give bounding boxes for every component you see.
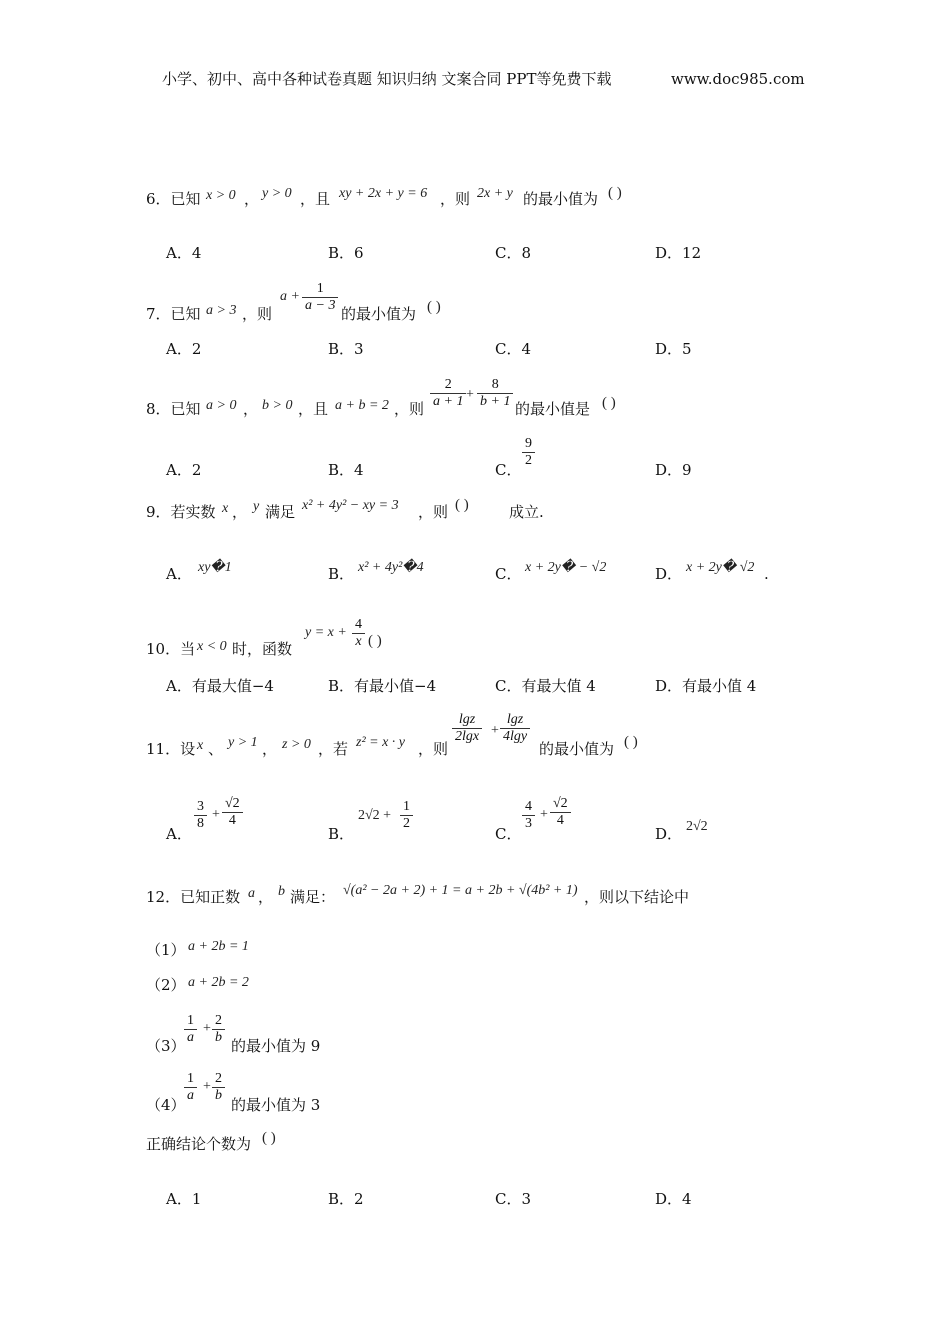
q12-i4-num1: 1: [184, 1071, 197, 1088]
q9-option-d-label: D．: [655, 565, 683, 583]
q7-option-a: A．2: [166, 340, 202, 358]
q8-c-frac-den: 2: [525, 453, 532, 468]
q6-math-1: x > 0: [206, 188, 236, 203]
q6-number: 6．已知: [146, 190, 201, 208]
q8-answer-paren: ( ): [602, 395, 616, 411]
q11-option-a-plus: +: [212, 807, 220, 822]
q9-text-1: ，: [232, 503, 248, 521]
q11-option-a-frac-1: [194, 799, 207, 832]
q8-plus: +: [466, 387, 474, 402]
q12-item-4-plus: +: [203, 1079, 211, 1094]
q7-math-1: a > 3: [206, 303, 237, 318]
q11-option-c-plus: +: [540, 807, 548, 822]
q7-number: 7．已知: [146, 305, 201, 323]
q12-item-4-frac-2: [212, 1071, 225, 1104]
q12-i3-num1: 1: [184, 1013, 197, 1030]
q10-option-a: A．有最大值−4: [166, 677, 274, 695]
q9-math-1: x: [222, 501, 229, 516]
q9-option-b-label: B．: [328, 565, 355, 583]
q11-math-1: x: [197, 738, 204, 753]
q11-text-1: 、: [208, 740, 224, 758]
q12-option-b: B．2: [328, 1190, 364, 1208]
q11-frac1-num: lgz: [452, 712, 482, 729]
q8-math-2: b > 0: [262, 398, 293, 413]
q6-math-4: 2x + y: [477, 186, 513, 201]
q9-text-2: 满足: [265, 503, 296, 521]
q12-item-2-label: （2）: [146, 976, 186, 994]
q9-end-period: .: [764, 565, 769, 583]
header-right: www.doc985.com: [671, 70, 805, 88]
q12-math-2: b: [278, 884, 285, 899]
q7-option-d: D．5: [655, 340, 692, 358]
q9-text-3: ，则: [418, 503, 449, 521]
q7-frac-den: a − 3: [305, 298, 336, 313]
q9-option-a-label: A．: [166, 565, 192, 583]
q11-option-d-label: D．: [655, 825, 683, 843]
q6-text-2: ，且: [300, 190, 331, 208]
q12-text-1: ，: [258, 888, 274, 906]
q11-text-3: ，若: [318, 740, 349, 758]
q10-answer-paren: ( ): [368, 633, 382, 649]
q12-item-2-math: a + 2b = 2: [188, 975, 249, 990]
q8-text-2: ，且: [298, 400, 329, 418]
q7-answer-paren: ( ): [427, 299, 441, 315]
q11-plus: +: [491, 723, 499, 738]
q10-number: 10．当: [146, 640, 196, 658]
q6-text-3: ，则: [440, 190, 471, 208]
q11-option-a-label: A．: [166, 825, 192, 843]
q8-frac2-num: 8: [477, 377, 513, 394]
q11-c-den2: 4: [556, 813, 564, 828]
q9-option-b-math: x² + 4y²�4: [358, 560, 424, 575]
q11-option-c-frac-1: [522, 799, 535, 832]
q11-option-c-frac-2: [550, 796, 571, 829]
q12-item-3-plus: +: [203, 1021, 211, 1036]
q10-option-b: B．有最小值−4: [328, 677, 437, 695]
q12-count-text: 正确结论个数为: [146, 1135, 252, 1153]
q11-fraction-1: [452, 712, 482, 745]
q8-option-c: C．: [495, 461, 522, 479]
header-left: 小学、初中、高中各种试卷真题 知识归纳 文案合同 PPT等免费下载: [162, 70, 612, 88]
q12-i3-den2: b: [215, 1030, 222, 1045]
q11-option-c-label: C．: [495, 825, 522, 843]
q7-option-b: B．3: [328, 340, 364, 358]
q9-math-2: y: [253, 499, 260, 514]
q12-item-3-frac-1: [184, 1013, 197, 1046]
q12-math-1: a: [248, 886, 255, 901]
q12-math-3: √(a² − 2a + 2) + 1 = a + 2b + √(4b² + 1): [343, 883, 578, 898]
q11-frac2-den: 4lgy: [503, 729, 528, 744]
q12-item-4-frac-1: [184, 1071, 197, 1104]
q8-frac1-den: a + 1: [433, 394, 464, 409]
q11-frac1-den: 2lgx: [455, 729, 480, 744]
q8-tail: 的最小值是: [515, 400, 591, 418]
q8-math-3: a + b = 2: [335, 398, 389, 413]
q11-option-b-label: B．: [328, 825, 355, 843]
q12-i3-den1: a: [187, 1030, 194, 1045]
q7-text-1: ，则: [242, 305, 273, 323]
q12-item-3-label: （3）: [146, 1037, 186, 1055]
q6-option-c: C．8: [495, 244, 532, 262]
q10-option-d: D．有最小值 4: [655, 677, 757, 695]
q11-math-2: y > 1: [228, 735, 258, 750]
q6-tail: 的最小值为: [523, 190, 599, 208]
q9-option-c-label: C．: [495, 565, 522, 583]
q10-frac-den: x: [355, 634, 362, 649]
q11-c-num1: 4: [522, 799, 535, 816]
q10-option-c: C．有最大值 4: [495, 677, 596, 695]
q6-option-b: B．6: [328, 244, 364, 262]
q10-fraction: [352, 617, 365, 650]
q12-item-1-math: a + 2b = 1: [188, 939, 249, 954]
q10-text-1: 时，函数: [232, 640, 293, 658]
q9-answer-paren: ( ): [455, 497, 469, 513]
q8-fraction-2: [477, 377, 513, 410]
q11-math-4: z² = x · y: [356, 735, 406, 750]
q12-number: 12．已知正数: [146, 888, 241, 906]
q12-option-d: D．4: [655, 1190, 692, 1208]
q7-tail: 的最小值为: [341, 305, 417, 323]
q8-option-a: A．2: [166, 461, 202, 479]
q11-option-d-math: 2√2: [686, 819, 708, 834]
q10-frac-num: 4: [352, 617, 365, 634]
q9-option-c-math: x + 2y� − √2: [525, 560, 607, 575]
q10-expr-pre: y = x +: [305, 625, 347, 640]
q9-tail: 成立.: [509, 503, 544, 521]
q12-i3-num2: 2: [212, 1013, 225, 1030]
q12-option-c: C．3: [495, 1190, 532, 1208]
q8-option-c-fraction: [522, 436, 535, 469]
q9-number: 9．若实数: [146, 503, 216, 521]
q12-item-4-tail: 的最小值为 3: [231, 1096, 321, 1114]
q12-answer-paren: ( ): [262, 1130, 276, 1146]
q11-tail: 的最小值为: [539, 740, 615, 758]
q12-option-a: A．1: [166, 1190, 202, 1208]
q8-text-3: ，则: [394, 400, 425, 418]
q12-text-3: ，则以下结论中: [584, 888, 690, 906]
q11-a-den2: 4: [228, 813, 236, 828]
q7-fraction: [302, 281, 338, 314]
q11-fraction-2: [500, 712, 530, 745]
q9-option-d-math: x + 2y� √2: [686, 560, 755, 575]
q6-answer-paren: ( ): [608, 185, 622, 201]
q11-math-3: z > 0: [282, 737, 311, 752]
q11-text-4: ，则: [418, 740, 449, 758]
q8-text-1: ，: [243, 400, 259, 418]
q11-b-num: 1: [400, 799, 413, 816]
q12-item-3-frac-2: [212, 1013, 225, 1046]
q11-c-den1: 3: [525, 816, 532, 831]
q12-item-1-label: （1）: [146, 941, 186, 959]
q8-number: 8．已知: [146, 400, 201, 418]
q11-frac2-num: lgz: [500, 712, 530, 729]
q8-frac2-den: b + 1: [480, 394, 511, 409]
q8-math-1: a > 0: [206, 398, 237, 413]
q11-a-num2: √2: [222, 796, 243, 813]
q7-option-c: C．4: [495, 340, 532, 358]
q6-math-2: y > 0: [262, 186, 292, 201]
q9-math-3: x² + 4y² − xy = 3: [302, 498, 399, 513]
q11-a-den1: 8: [197, 816, 204, 831]
q8-fraction-1: [430, 377, 466, 410]
q11-b-den: 2: [403, 816, 410, 831]
q6-text-1: ，: [244, 190, 260, 208]
q6-math-3: xy + 2x + y = 6: [339, 186, 428, 201]
q11-c-num2: √2: [550, 796, 571, 813]
q7-frac-num: 1: [302, 281, 338, 298]
q8-c-frac-num: 9: [522, 436, 535, 453]
q12-text-2: 满足：: [290, 888, 336, 906]
q8-option-b: B．4: [328, 461, 364, 479]
q12-i4-den1: a: [187, 1088, 194, 1103]
q11-text-2: ，: [262, 740, 278, 758]
q11-number: 11．设: [146, 740, 196, 758]
q12-item-3-tail: 的最小值为 9: [231, 1037, 321, 1055]
q11-option-a-frac-2: [222, 796, 243, 829]
q11-a-num1: 3: [194, 799, 207, 816]
q12-i4-den2: b: [215, 1088, 222, 1103]
q12-i4-num2: 2: [212, 1071, 225, 1088]
q11-answer-paren: ( ): [624, 734, 638, 750]
q8-option-d: D．9: [655, 461, 692, 479]
q11-option-b-pre: 2√2 +: [358, 808, 392, 823]
q6-option-d: D．12: [655, 244, 702, 262]
q7-expr-pre: a +: [280, 289, 300, 304]
q12-item-4-label: （4）: [146, 1096, 186, 1114]
q6-option-a: A．4: [166, 244, 202, 262]
q8-frac1-num: 2: [430, 377, 466, 394]
q10-math-1: x < 0: [197, 639, 227, 654]
q9-option-a-math: xy�1: [198, 560, 232, 575]
q11-option-b-frac: [400, 799, 413, 832]
